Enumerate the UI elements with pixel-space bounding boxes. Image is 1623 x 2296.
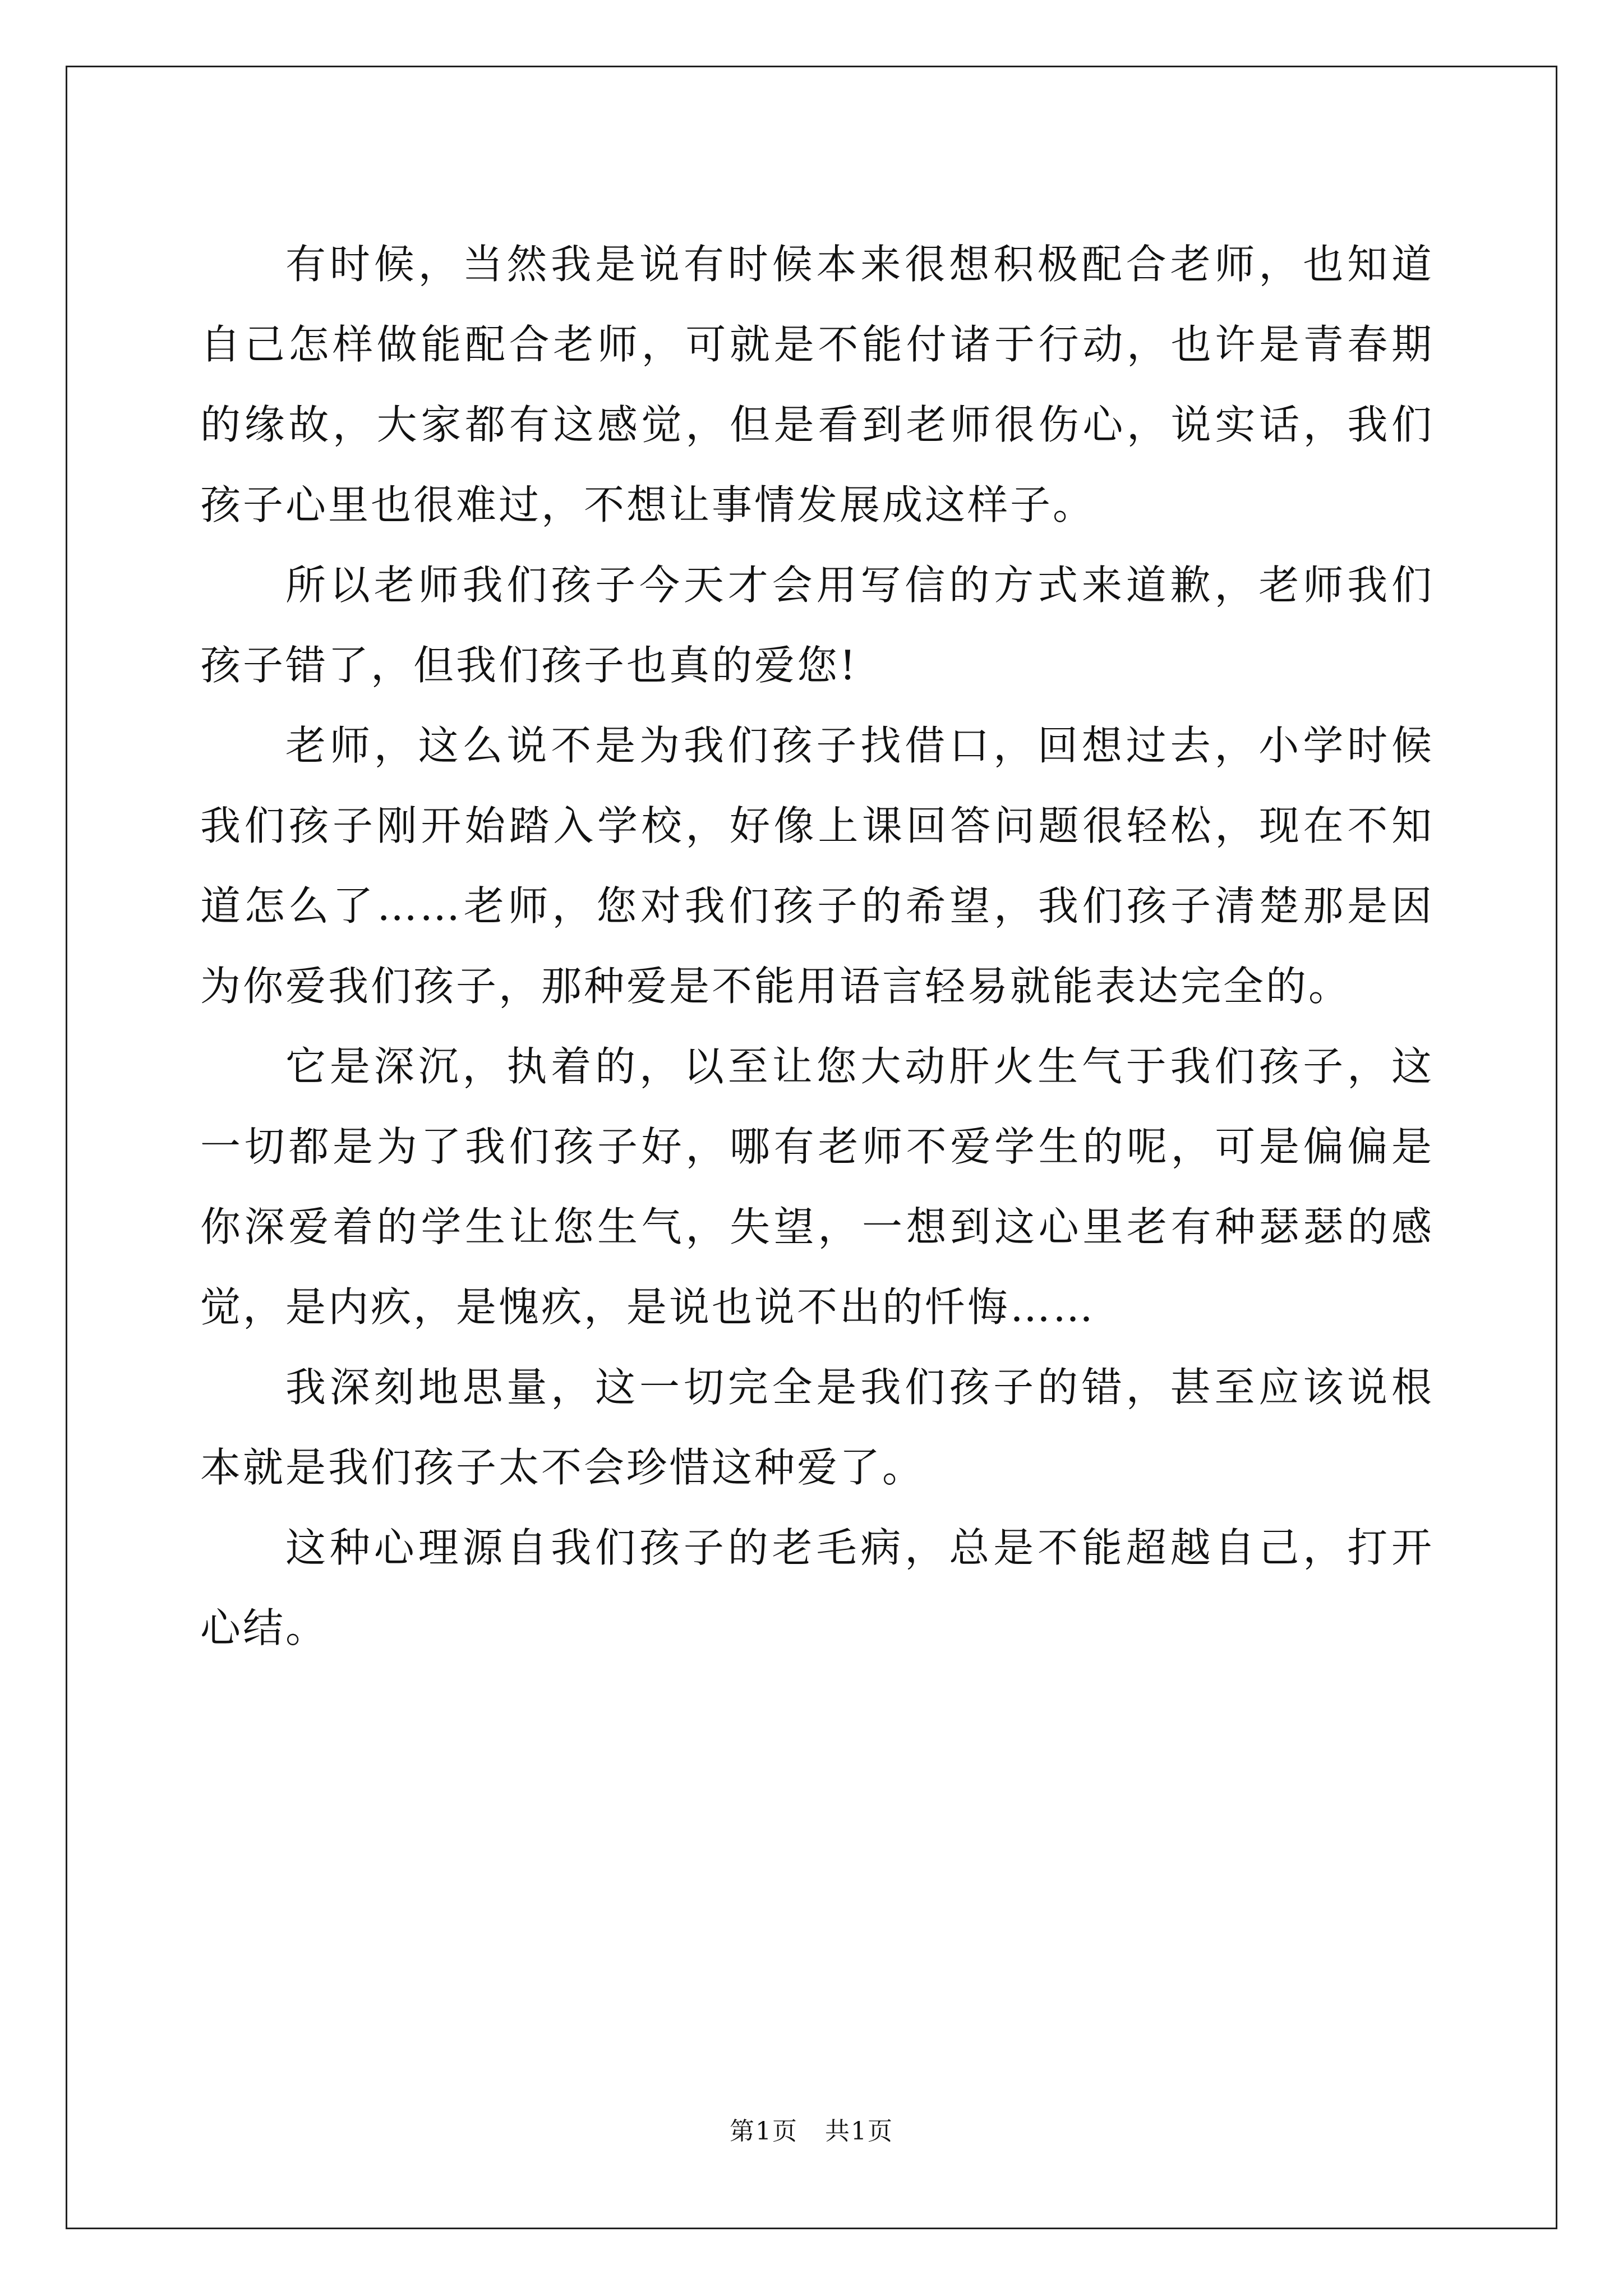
paragraph-1: 有时候，当然我是说有时候本来很想积极配合老师，也知道自己怎样做能配合老师，可就是不能付诸于行动，也许是青春期的缘故，大家都有这感觉，但是看到老师很伤心，说实话，我们孩子心里也很难过，不想让事情发展成这样子。 [200, 241, 1434, 528]
page-number-current: 第1页 [730, 2117, 799, 2146]
footer-spacer [798, 2117, 825, 2146]
paragraph-2: 所以老师我们孩子今天才会用写信的方式来道歉，老师我们孩子错了，但我们孩子也真的爱您! [200, 562, 1434, 689]
paragraph-3: 老师，这么说不是为我们孩子找借口，回想过去，小学时候我们孩子刚开始踏入学校，好像上课回答问题很轻松，现在不知道怎么了……老师，您对我们孩子的希望，我们孩子清楚那是因为你爱我们孩子，那种爱是不能用语言轻易就能表达完全的。 [200, 722, 1434, 1010]
page-number-total: 共1页 [824, 2117, 893, 2146]
page-footer [0, 2115, 1623, 2148]
paragraph-5: 我深刻地思量，这一切完全是我们孩子的错，甚至应该说根本就是我们孩子太不会珍惜这种爱了。 [200, 1364, 1434, 1491]
paragraph-6: 这种心理源自我们孩子的老毛病，总是不能超越自己，打开心结。 [200, 1524, 1434, 1651]
paragraph-4: 它是深沉，执着的，以至让您大动肝火生气于我们孩子，这一切都是为了我们孩子好，哪有老师不爱学生的呢，可是偏偏是你深爱着的学生让您生气，失望，一想到这心里老有种瑟瑟的感觉，是内疚，是愧疚，是说也说不出的忏悔…… [200, 1043, 1434, 1331]
document-body [200, 224, 1434, 1668]
